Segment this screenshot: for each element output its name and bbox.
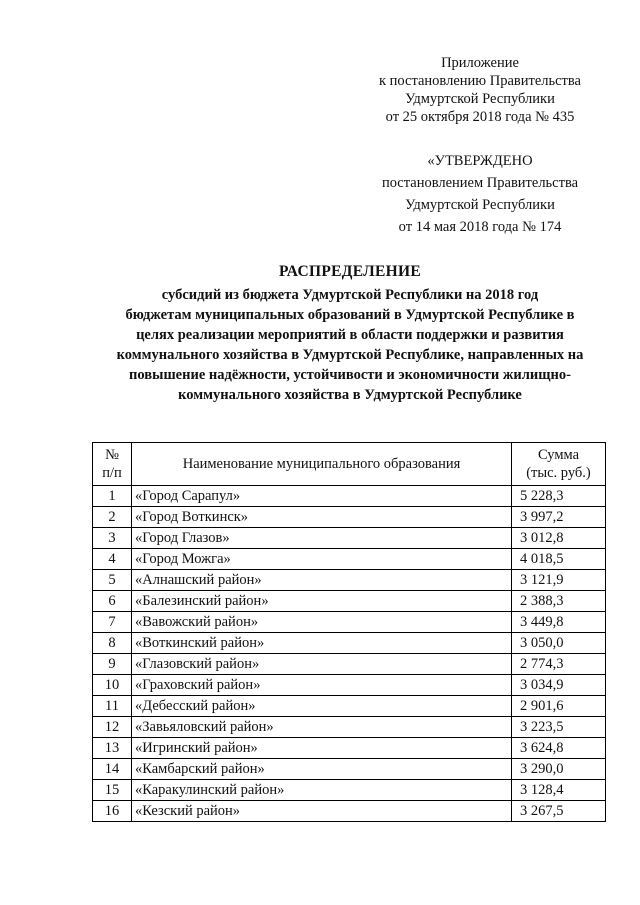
header-sum-line1: Сумма bbox=[537, 447, 580, 463]
row-number: 14 bbox=[93, 759, 132, 780]
approval-block bbox=[360, 150, 600, 238]
row-sum: 2 388,3 bbox=[512, 591, 606, 612]
table-row bbox=[93, 675, 606, 696]
row-sum: 2 774,3 bbox=[512, 654, 606, 675]
header-name: Наименование муниципального образования bbox=[132, 443, 512, 486]
row-name: «Игринский район» bbox=[132, 738, 512, 759]
table-row bbox=[93, 507, 606, 528]
row-number: 8 bbox=[93, 633, 132, 654]
header-number-line1: № bbox=[105, 447, 119, 463]
row-name: «Балезинский район» bbox=[132, 591, 512, 612]
row-name: «Город Сарапул» bbox=[132, 486, 512, 507]
heading-line: повышение надёжности, устойчивости и экономичности жилищно- bbox=[129, 367, 571, 383]
row-number: 9 bbox=[93, 654, 132, 675]
heading-line: коммунального хозяйства в Удмуртской Республике, направленных на bbox=[116, 347, 584, 363]
table-row bbox=[93, 801, 606, 822]
row-sum: 5 228,3 bbox=[512, 486, 606, 507]
row-number: 2 bbox=[93, 507, 132, 528]
distribution-table bbox=[92, 442, 606, 822]
document-title: РАСПРЕДЕЛЕНИЕ bbox=[279, 263, 421, 280]
appendix-line: Приложение bbox=[441, 55, 519, 71]
header-sum bbox=[512, 443, 606, 486]
heading-line: коммунального хозяйства в Удмуртской Республике bbox=[178, 387, 522, 403]
row-number: 7 bbox=[93, 612, 132, 633]
row-name: «Алнашский район» bbox=[132, 570, 512, 591]
heading-line: субсидий из бюджета Удмуртской Республики на 2018 год bbox=[161, 287, 539, 303]
heading-line: бюджетам муниципальных образований в Удмуртской Республике в bbox=[125, 307, 575, 323]
row-name: «Каракулинский район» bbox=[132, 780, 512, 801]
table-header-row bbox=[93, 443, 606, 486]
appendix-line: к постановлению Правительства bbox=[379, 73, 581, 89]
row-number: 12 bbox=[93, 717, 132, 738]
table-row bbox=[93, 654, 606, 675]
header-number-line2: п/п bbox=[102, 465, 122, 481]
row-name: «Кезский район» bbox=[132, 801, 512, 822]
row-sum: 3 223,5 bbox=[512, 717, 606, 738]
row-sum: 3 267,5 bbox=[512, 801, 606, 822]
row-name: «Город Глазов» bbox=[132, 528, 512, 549]
heading-line: целях реализации мероприятий в области поддержки и развития bbox=[136, 327, 564, 343]
row-sum: 3 012,8 bbox=[512, 528, 606, 549]
row-number: 15 bbox=[93, 780, 132, 801]
row-sum: 4 018,5 bbox=[512, 549, 606, 570]
table-row bbox=[93, 780, 606, 801]
table-body bbox=[93, 486, 606, 822]
approval-line: Удмуртской Республики bbox=[405, 197, 555, 213]
row-name: «Город Можга» bbox=[132, 549, 512, 570]
table-row bbox=[93, 759, 606, 780]
row-name: «Вавожский район» bbox=[132, 612, 512, 633]
header-number bbox=[93, 443, 132, 486]
row-number: 5 bbox=[93, 570, 132, 591]
row-name: «Город Воткинск» bbox=[132, 507, 512, 528]
row-number: 11 bbox=[93, 696, 132, 717]
row-sum: 2 901,6 bbox=[512, 696, 606, 717]
table-row bbox=[93, 549, 606, 570]
row-name: «Граховский район» bbox=[132, 675, 512, 696]
row-sum: 3 624,8 bbox=[512, 738, 606, 759]
table-row bbox=[93, 591, 606, 612]
row-number: 16 bbox=[93, 801, 132, 822]
document-heading bbox=[70, 262, 630, 405]
table-row bbox=[93, 528, 606, 549]
table-row bbox=[93, 486, 606, 507]
table-row bbox=[93, 738, 606, 759]
approval-line: от 14 мая 2018 года № 174 bbox=[398, 219, 562, 235]
row-name: «Камбарский район» bbox=[132, 759, 512, 780]
row-name: «Воткинский район» bbox=[132, 633, 512, 654]
table-row bbox=[93, 717, 606, 738]
table-row bbox=[93, 612, 606, 633]
row-sum: 3 449,8 bbox=[512, 612, 606, 633]
row-number: 1 bbox=[93, 486, 132, 507]
row-name: «Глазовский район» bbox=[132, 654, 512, 675]
table-row bbox=[93, 633, 606, 654]
row-number: 4 bbox=[93, 549, 132, 570]
row-name: «Дебесский район» bbox=[132, 696, 512, 717]
row-sum: 3 997,2 bbox=[512, 507, 606, 528]
appendix-block bbox=[360, 54, 600, 126]
header-sum-line2: (тыс. руб.) bbox=[526, 465, 591, 481]
table-row bbox=[93, 570, 606, 591]
row-sum: 3 121,9 bbox=[512, 570, 606, 591]
appendix-line: Удмуртской Республики bbox=[405, 91, 555, 107]
approval-line: постановлением Правительства bbox=[381, 175, 579, 191]
appendix-line: от 25 октября 2018 года № 435 bbox=[385, 109, 575, 125]
row-number: 13 bbox=[93, 738, 132, 759]
row-sum: 3 128,4 bbox=[512, 780, 606, 801]
row-sum: 3 034,9 bbox=[512, 675, 606, 696]
row-number: 10 bbox=[93, 675, 132, 696]
row-number: 3 bbox=[93, 528, 132, 549]
approval-line: «УТВЕРЖДЕНО bbox=[427, 153, 533, 169]
table-row bbox=[93, 696, 606, 717]
row-number: 6 bbox=[93, 591, 132, 612]
row-name: «Завьяловский район» bbox=[132, 717, 512, 738]
row-sum: 3 290,0 bbox=[512, 759, 606, 780]
row-sum: 3 050,0 bbox=[512, 633, 606, 654]
